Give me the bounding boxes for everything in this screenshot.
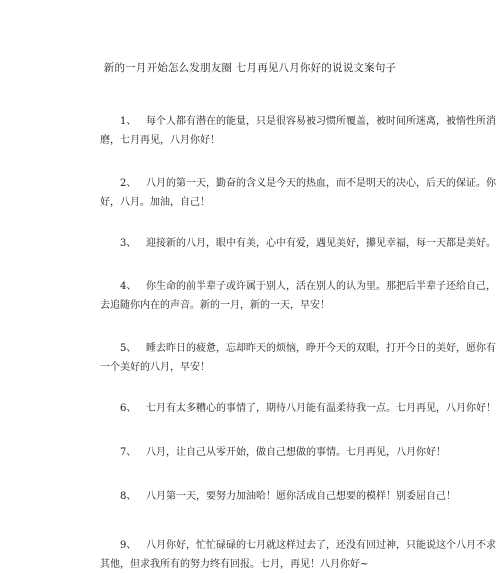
list-item: [100, 399, 496, 418]
item-line: [100, 487, 456, 506]
item-text: 八月第一天，要努力加油哈！愿你活成自己想要的模样！别委屈自己！: [146, 491, 456, 502]
item-number: 9、: [120, 540, 137, 551]
item-text: 七月有太多糟心的事情了，期待八月能有温柔待我一点。七月再见，八月你好！: [146, 403, 496, 414]
item-number: 8、: [120, 491, 137, 502]
item-line: [100, 399, 496, 418]
list-item: [100, 487, 456, 506]
item-text-continued: 磨，七月再见，八月你好！: [100, 135, 220, 146]
item-line: [100, 339, 496, 358]
item-text: 八月你好，忙忙碌碌的七月就这样过去了，还没有回过神，只能说这个八月不求: [146, 540, 496, 551]
item-line: [100, 112, 496, 131]
item-text-continued: 好，八月。加油，自己！: [100, 197, 210, 208]
item-number: 7、: [120, 447, 137, 458]
item-number: 1、: [120, 116, 137, 127]
item-number: 4、: [120, 281, 137, 292]
item-text: 你生命的前半辈子或许属于别人，活在别人的认为里。那把后半辈子还给自己，: [146, 281, 496, 292]
list-item: [100, 174, 496, 212]
list-item: [100, 339, 496, 377]
item-line: [100, 443, 446, 462]
item-text: 八月，让自己从零开始，做自己想做的事情。七月再见，八月你好！: [146, 447, 446, 458]
list-item: [100, 443, 446, 462]
item-line: [100, 536, 496, 555]
list-item: [100, 536, 496, 574]
item-text-continued: 其他，但求我所有的努力终有回报。七月，再见！八月你好~: [100, 559, 369, 570]
item-number: 3、: [120, 238, 137, 249]
item-number: 2、: [120, 178, 137, 189]
item-text: 迎接新的八月，眼中有美，心中有爱，遇见美好，攥见幸福，每一天都是美好。: [146, 238, 496, 249]
item-text-continued: 一个美好的八月，早安！: [100, 362, 210, 373]
item-number: 6、: [120, 403, 137, 414]
list-item: [100, 234, 496, 253]
item-text-continued: 去追随你内在的声音。新的一月，新的一天，早安！: [100, 300, 330, 311]
list-item: [100, 112, 496, 150]
list-item: [100, 277, 496, 315]
document-title: 新的一月开始怎么发朋友圈 七月再见八月你好的说说文案句子: [103, 62, 397, 74]
item-line: [100, 174, 496, 193]
item-line: [100, 234, 496, 253]
item-text: 睡去昨日的疲惫，忘却昨天的烦恼，睁开今天的双眼，打开今日的美好，愿你有: [146, 343, 496, 354]
item-number: 5、: [120, 343, 137, 354]
item-text: 八月的第一天，勤奋的含义是今天的热血，而不是明天的决心，后天的保证。你: [146, 178, 496, 189]
item-line: [100, 277, 496, 296]
item-text: 每个人都有潜在的能量，只是很容易被习惯所覆盖，被时间所迷离，被惰性所消: [146, 116, 496, 127]
